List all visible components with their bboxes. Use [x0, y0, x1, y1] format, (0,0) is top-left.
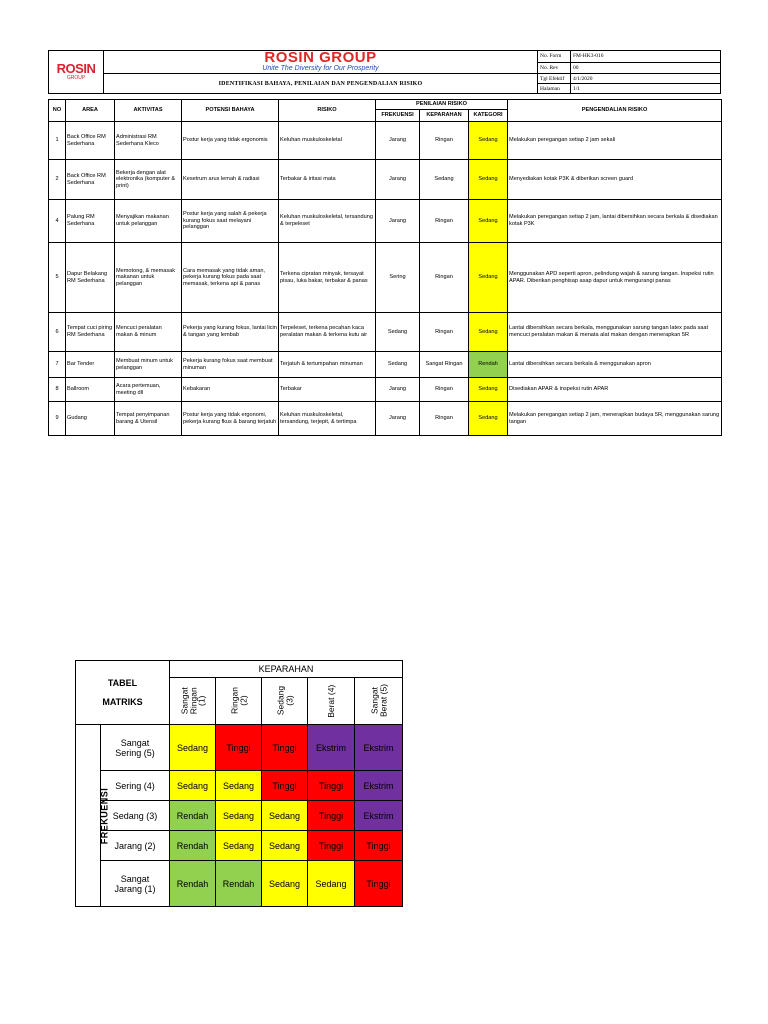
row-no: 8: [49, 378, 66, 402]
severity-column-header: [262, 678, 308, 725]
row-potensi: Pekerja kurang fokus saat membuat minuman: [182, 352, 279, 378]
row-aktivitas: Administrasi RM Sederhana Kleco: [115, 122, 182, 160]
row-risiko: Terkena cipratan minyak, tersayat pisau, luka bakar, terbakar & panas: [279, 243, 376, 313]
matrix-row: [76, 861, 403, 907]
company-logo: ROSIN GROUP: [49, 51, 104, 94]
meta-key: No. Form: [538, 51, 571, 63]
row-keparahan: Ringan: [420, 200, 469, 243]
keparahan-label: KEPARAHAN: [170, 661, 403, 678]
matrix-cell: Rendah: [170, 801, 216, 831]
matrix-cell: Sedang: [216, 831, 262, 861]
row-no: 9: [49, 402, 66, 436]
matrix-cell: Ekstrim: [355, 801, 403, 831]
meta-value: 1/1: [571, 84, 721, 94]
matrix-cell: Rendah: [216, 861, 262, 907]
row-risiko: Terbakar: [279, 378, 376, 402]
frequency-row-label: Sangat Sering (5): [101, 725, 170, 771]
header-penilaian: PENILAIAN RISIKO: [376, 100, 508, 110]
row-potensi: Pekerja yang kurang fokus, lantai licin & tangan yang lembab: [182, 313, 279, 352]
row-kategori: Sedang: [469, 200, 508, 243]
table-row: [49, 122, 722, 160]
row-frekuensi: Jarang: [376, 200, 420, 243]
matrix-cell: Sedang: [170, 771, 216, 801]
row-area: Tempat cuci piring RM Sederhana: [66, 313, 115, 352]
row-area: Ballroom: [66, 378, 115, 402]
row-keparahan: Ringan: [420, 122, 469, 160]
header-potensi: POTENSI BAHAYA: [182, 100, 279, 122]
row-pengendalian: Melakukan peregangan setiap 2 jam, menerapkan budaya 5R, menggunakan sarung tangan: [508, 402, 722, 436]
row-kategori: Sedang: [469, 402, 508, 436]
matrix-cell: Rendah: [170, 831, 216, 861]
matrix-cell: Tinggi: [355, 861, 403, 907]
row-no: 2: [49, 160, 66, 200]
matrix-cell: Sedang: [262, 861, 308, 907]
row-frekuensi: Jarang: [376, 122, 420, 160]
header-frekuensi: FREKUENSI: [376, 110, 420, 122]
row-kategori: Sedang: [469, 243, 508, 313]
row-kategori: Sedang: [469, 122, 508, 160]
row-pengendalian: Melakukan peregangan setiap 2 jam, lantai dibersihkan secara berkala & disediakan kotak P3K: [508, 200, 722, 243]
frequency-row-label: Sering (4): [101, 771, 170, 801]
matrix-cell: Ekstrim: [355, 771, 403, 801]
row-keparahan: Ringan: [420, 313, 469, 352]
brand-block: [104, 51, 538, 74]
matrix-cell: Ekstrim: [355, 725, 403, 771]
table-row: [49, 352, 722, 378]
row-area: Palung RM Sederhana: [66, 200, 115, 243]
severity-column-label: Berat (4): [325, 684, 336, 718]
table-row: [49, 402, 722, 436]
matrix-cell: Sedang: [262, 801, 308, 831]
document-title: IDENTIFIKASI BAHAYA, PENILAIAN DAN PENGENDALIAN RISIKO: [104, 74, 538, 94]
matrix-cell: Sedang: [308, 861, 355, 907]
row-frekuensi: Sedang: [376, 352, 420, 378]
frequency-row-label: Jarang (2): [101, 831, 170, 861]
row-pengendalian: Lantai dibersihkan secara berkala, menggunakan sarung tangan latex pada saat mencuci peralatan makan & menata alat makan dengan menerapkan 5R: [508, 313, 722, 352]
table-row: [49, 243, 722, 313]
matrix-cell: Tinggi: [355, 831, 403, 861]
severity-column-label: Sedang (3): [275, 686, 294, 716]
row-no: 7: [49, 352, 66, 378]
header-area: AREA: [66, 100, 115, 122]
matrix-title: TABEL MATRIKS: [76, 661, 170, 725]
row-area: Back Office RM Sederhana: [66, 122, 115, 160]
severity-column-label: Ringan (2): [229, 687, 248, 715]
row-area: Gudang: [66, 402, 115, 436]
row-potensi: Postur kerja yang tidak ergonomis: [182, 122, 279, 160]
row-pengendalian: Lantai dibersihkan secara berkala & menggunakan apron: [508, 352, 722, 378]
matrix-cell: Tinggi: [308, 831, 355, 861]
matrix-cell: Sedang: [262, 831, 308, 861]
row-kategori: Sedang: [469, 160, 508, 200]
matrix-row: [76, 831, 403, 861]
matrix-cell: Sedang: [170, 725, 216, 771]
header-pengendalian: PENGENDALIAN RISIKO: [508, 100, 722, 122]
header-keparahan: KEPARAHAN: [420, 110, 469, 122]
risk-assessment-table: [48, 99, 722, 436]
matrix-cell: Tinggi: [262, 771, 308, 801]
row-potensi: Postur kerja yang salah & pekerja kurang fokus saat melayani pelanggan: [182, 200, 279, 243]
header-kategori: KATEGORI: [469, 110, 508, 122]
row-keparahan: Ringan: [420, 402, 469, 436]
row-area: Back Office RM Sederhana: [66, 160, 115, 200]
row-keparahan: Sangat Ringan: [420, 352, 469, 378]
matrix-row: [76, 771, 403, 801]
meta-key: Tgl Efektif: [538, 74, 571, 84]
row-aktivitas: Memotong, & memasak makanan untuk pelanggan: [115, 243, 182, 313]
meta-key: No. Rev: [538, 62, 571, 74]
severity-column-header: [216, 678, 262, 725]
row-risiko: Terpeleset, terkena pecahan kaca peralatan makan & terkena kutu air: [279, 313, 376, 352]
row-pengendalian: Melakukan peregangan setiap 2 jam sekali: [508, 122, 722, 160]
meta-value: 4/1/2020: [571, 74, 721, 84]
row-frekuensi: Jarang: [376, 402, 420, 436]
severity-column-header: [170, 678, 216, 725]
row-keparahan: Ringan: [420, 378, 469, 402]
row-kategori: Sedang: [469, 378, 508, 402]
row-no: 6: [49, 313, 66, 352]
severity-column-label: Sangat Ringan (1): [178, 687, 206, 715]
row-area: Bar Tender: [66, 352, 115, 378]
row-potensi: Kesetrum arus lemah & radiasi: [182, 160, 279, 200]
row-aktivitas: Bekerja dengan alat elektronika (komputer & print): [115, 160, 182, 200]
row-keparahan: Sedang: [420, 160, 469, 200]
frekuensi-label: FREKUENSI: [76, 725, 101, 907]
table-row: [49, 378, 722, 402]
row-keparahan: Ringan: [420, 243, 469, 313]
matrix-cell: Sedang: [216, 771, 262, 801]
row-no: 1: [49, 122, 66, 160]
matrix-cell: Rendah: [170, 861, 216, 907]
meta-value: 00: [571, 62, 721, 74]
row-kategori: Sedang: [469, 313, 508, 352]
header-no: NO: [49, 100, 66, 122]
document-header: [48, 50, 721, 94]
brand-name: ROSIN GROUP: [264, 49, 377, 66]
meta-key: Halaman: [538, 84, 571, 94]
row-risiko: Terjatuh & tertumpahan minuman: [279, 352, 376, 378]
matrix-row: [76, 725, 403, 771]
matrix-cell: Tinggi: [262, 725, 308, 771]
table-row: [49, 160, 722, 200]
row-pengendalian: Menggunakan APD seperti apron, pelindung wajah & sarung tangan. Inspeksi rutin APAR. Diberikan penghisap asap dapur untuk mengurangi panas: [508, 243, 722, 313]
row-risiko: Terbakar & iritasi mata: [279, 160, 376, 200]
row-no: 5: [49, 243, 66, 313]
matrix-cell: Sedang: [216, 801, 262, 831]
row-area: Dapur Belakang RM Sederhana: [66, 243, 115, 313]
matrix-cell: Tinggi: [308, 771, 355, 801]
row-no: 4: [49, 200, 66, 243]
severity-column-header: [355, 678, 403, 725]
header-risiko: RISIKO: [279, 100, 376, 122]
row-pengendalian: Disediakan APAR & inspeksi rutin APAR: [508, 378, 722, 402]
severity-column-label: Sangat Berat (5): [369, 684, 388, 718]
row-potensi: Cara memasak yang tidak aman, pekerja kurang fokus pada saat memasak, terkena api & panas: [182, 243, 279, 313]
row-frekuensi: Jarang: [376, 378, 420, 402]
frequency-row-label: Sangat Jarang (1): [101, 861, 170, 907]
table-row: [49, 200, 722, 243]
risk-matrix: [75, 660, 403, 907]
matrix-cell: Ekstrim: [308, 725, 355, 771]
row-aktivitas: Membuat minum untuk pelanggan: [115, 352, 182, 378]
meta-value: FM-HK3-016: [571, 51, 721, 63]
row-risiko: Keluhan muskuloskeletal, tersandung, terjepit, & tertimpa: [279, 402, 376, 436]
brand-tagline: Unite The Diversity for Our Prosperity: [262, 65, 379, 72]
row-kategori: Rendah: [469, 352, 508, 378]
severity-column-header: [308, 678, 355, 725]
row-risiko: Keluhan muskuloskeletal: [279, 122, 376, 160]
row-frekuensi: Sedang: [376, 313, 420, 352]
row-potensi: Kebakaran: [182, 378, 279, 402]
matrix-cell: Tinggi: [216, 725, 262, 771]
row-aktivitas: Mencuci peralatan makan & minum: [115, 313, 182, 352]
row-frekuensi: Sering: [376, 243, 420, 313]
row-potensi: Postur kerja yang tidak ergonomi, pekerja kurang fkus & barang terjatuh: [182, 402, 279, 436]
row-pengendalian: Menyediakan kotak P3K & diberikan screen guard: [508, 160, 722, 200]
matrix-cell: Tinggi: [308, 801, 355, 831]
row-aktivitas: Tempat penyimpanan barang & Utensil: [115, 402, 182, 436]
table-row: [49, 313, 722, 352]
frequency-row-label: Sedang (3): [101, 801, 170, 831]
matrix-row: [76, 801, 403, 831]
row-aktivitas: Acara pertemuan, meeting dll: [115, 378, 182, 402]
row-risiko: Keluhan muskuloskeletal, tersandung & terpeleset: [279, 200, 376, 243]
row-aktivitas: Menyajikan makanan untuk pelanggan: [115, 200, 182, 243]
row-frekuensi: Jarang: [376, 160, 420, 200]
header-aktivitas: AKTIVITAS: [115, 100, 182, 122]
